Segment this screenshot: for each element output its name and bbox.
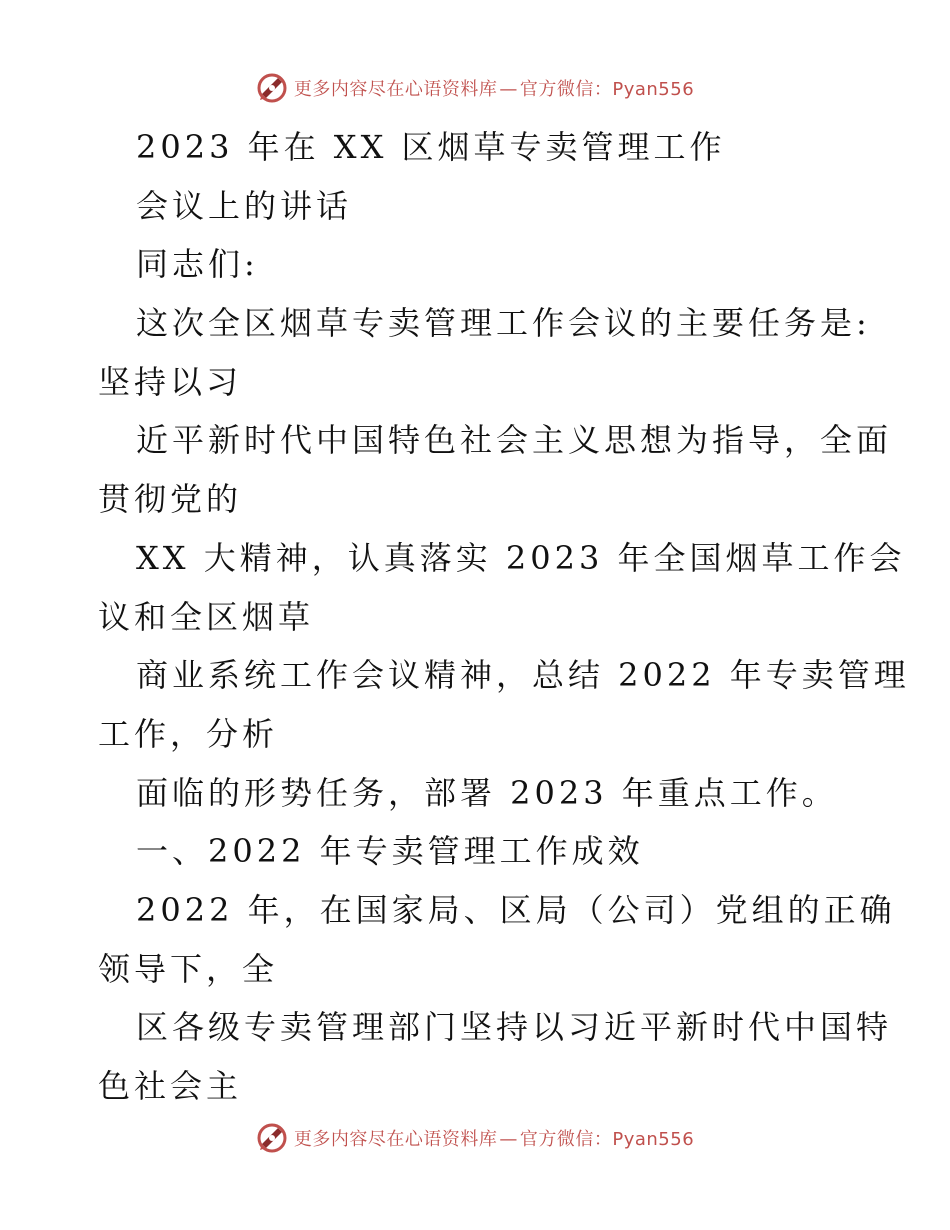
document-title-line-1: 2023 年在 XX 区烟草专卖管理工作 (136, 128, 726, 166)
document-title-line-2: 会议上的讲话 (136, 186, 353, 225)
watermark-id: Pyan556 (612, 79, 695, 100)
brand-logo-icon (256, 72, 288, 104)
paragraph-line: XX 大精神，认真落实 2023 年全国烟草工作会 (136, 538, 906, 577)
paragraph-line: 领导下，全 (98, 949, 279, 988)
paragraph-line: 色社会主 (98, 1067, 243, 1105)
paragraph-line: 近平新时代中国特色社会主义思想为指导，全面 (136, 421, 893, 460)
watermark-sub: 官方微信： (519, 79, 613, 100)
watermark-text (294, 1125, 694, 1151)
paragraph-line: 贯彻党的 (98, 480, 243, 519)
paragraph-line: 坚持以习 (98, 362, 243, 401)
watermark-sub: 官方微信： (519, 1129, 613, 1150)
watermark-separator: — (499, 79, 518, 100)
document-body (98, 118, 910, 1116)
paragraph-line: 商业系统工作会议精神，总结 2022 年专卖管理 (136, 656, 910, 695)
paragraph-line: 工作，分析 (98, 714, 279, 753)
watermark-text (294, 75, 694, 101)
watermark-id: Pyan556 (612, 1129, 695, 1150)
watermark-footer (0, 1122, 950, 1154)
brand-logo-icon (256, 1122, 288, 1154)
watermark-main: 更多内容尽在心语资料库 (293, 1129, 498, 1150)
salutation: 同志们: (136, 245, 259, 284)
watermark-separator: — (499, 1129, 518, 1150)
watermark-header (0, 72, 950, 104)
paragraph-line: 面临的形势任务，部署 2023 年重点工作。 (136, 773, 838, 812)
paragraph-line: 议和全区烟草 (98, 597, 315, 636)
paragraph-line: 区各级专卖管理部门坚持以习近平新时代中国特 (136, 1008, 893, 1047)
watermark-main: 更多内容尽在心语资料库 (293, 79, 498, 100)
paragraph-line: 2022 年，在国家局、区局（公司）党组的正确 (136, 890, 896, 929)
section-heading: 一、2022 年专卖管理工作成效 (136, 832, 644, 871)
paragraph-line: 这次全区烟草专卖管理工作会议的主要任务是: (136, 304, 871, 343)
